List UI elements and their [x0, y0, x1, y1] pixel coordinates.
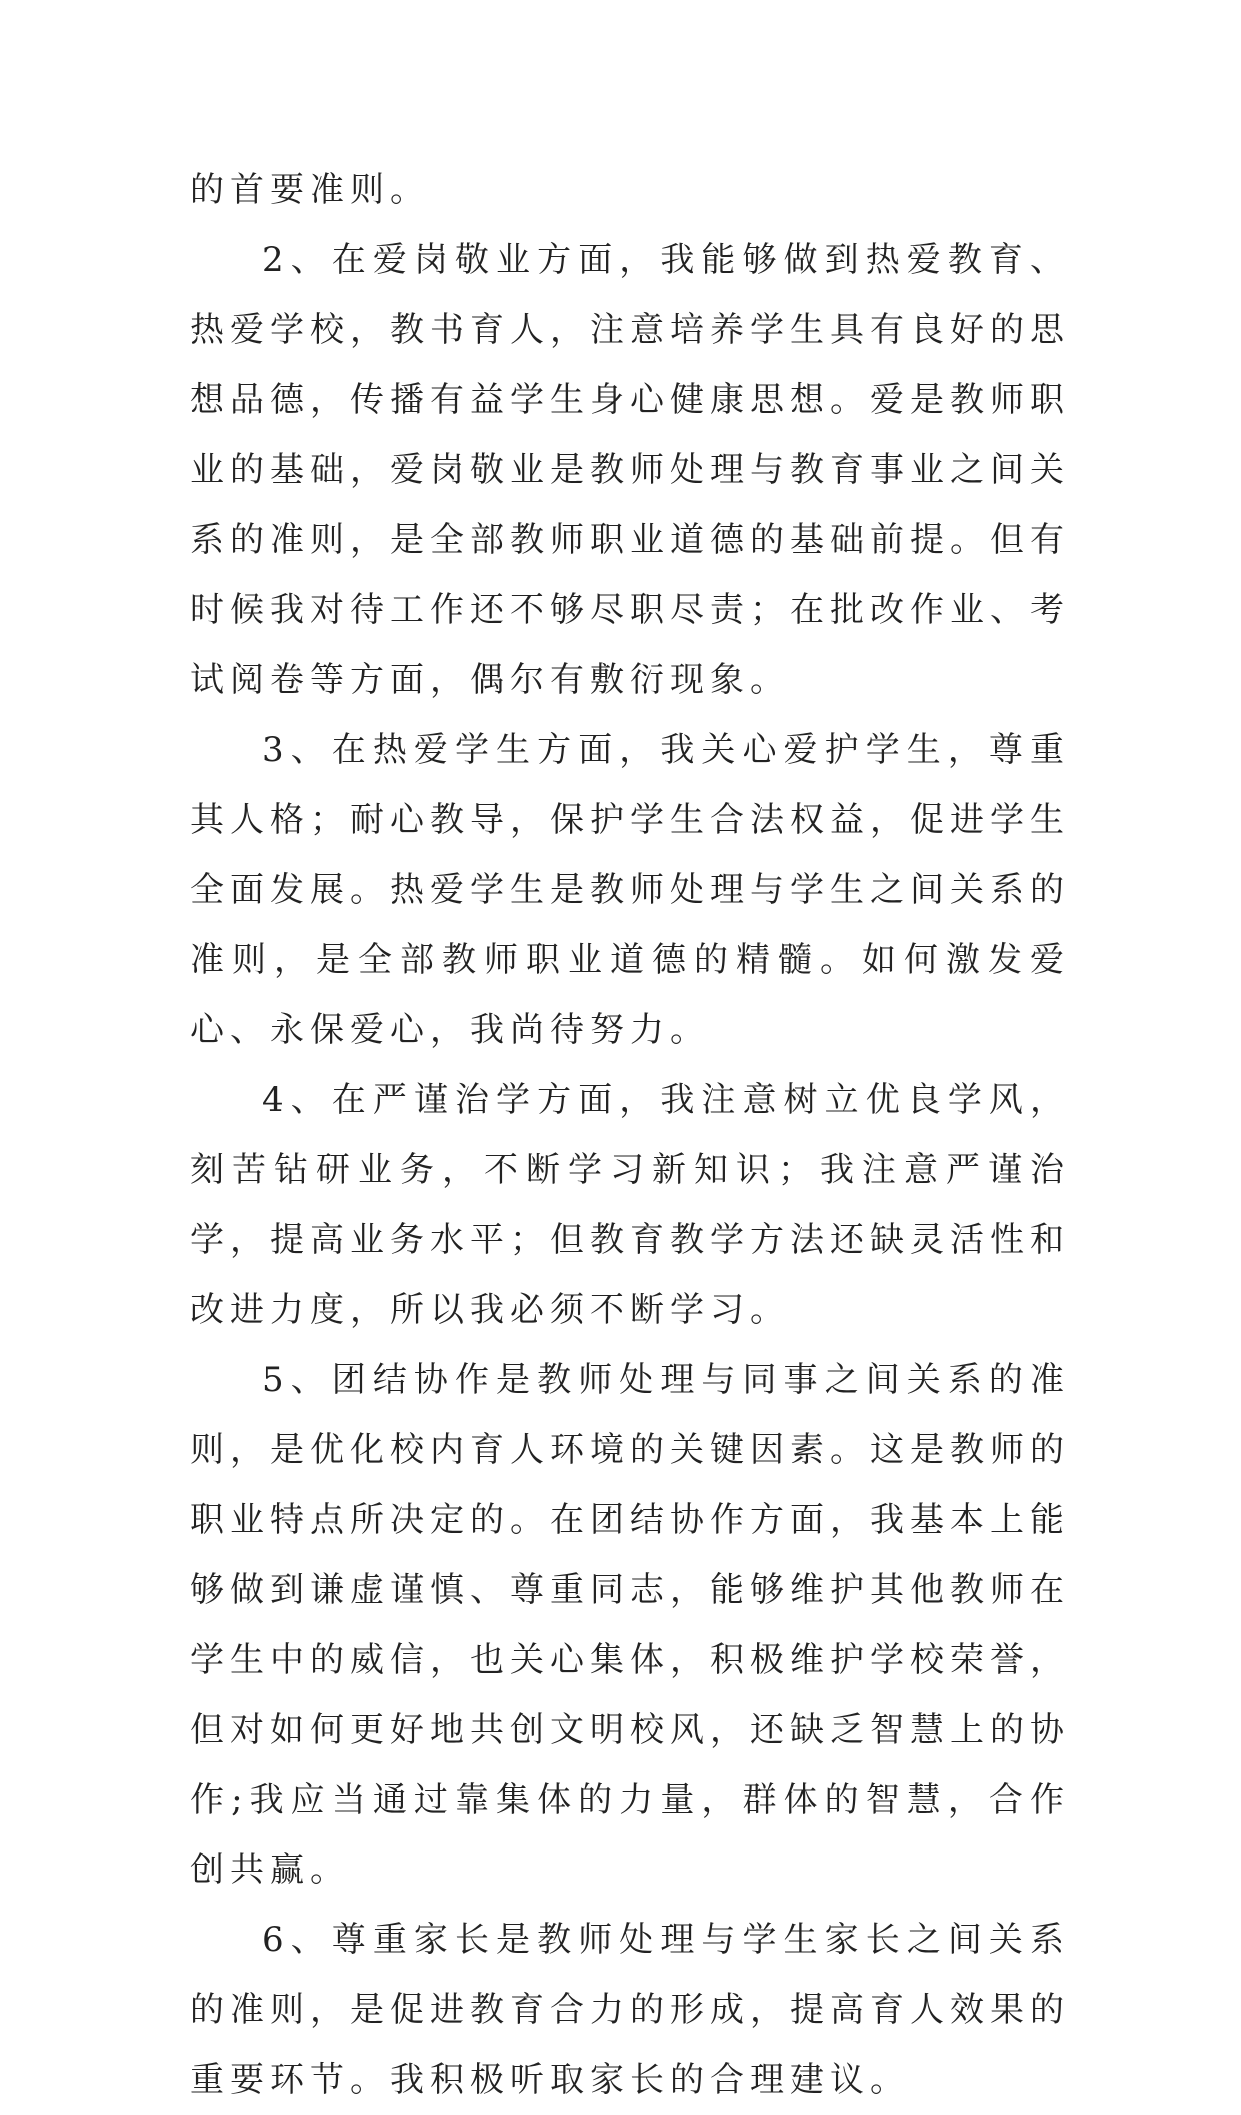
paragraph-2-dedication: 2、在爱岗敬业方面，我能够做到热爱教育、热爱学校，教书育人，注意培养学生具有良好的思想品德，传播有益学生身心健康思想。爱是教师职业的基础，爱岗敬业是教师处理与教育事业之间关系的准则，是全部教师职业道德的基础前提。但有时候我对待工作还不够尽职尽责；在批改作业、考试阅卷等方面，偶尔有敷衍现象。 [190, 240, 1070, 700]
document-body [190, 155, 1070, 2115]
paragraph-4-rigorous-study: 4、在严谨治学方面，我注意树立优良学风，刻苦钻研业务，不断学习新知识；我注意严谨治学，提高业务水平；但教育教学方法还缺灵活性和改进力度，所以我必须不断学习。 [190, 1080, 1070, 1330]
paragraph-6-respect-parents: 6、尊重家长是教师处理与学生家长之间关系的准则，是促进教育合力的形成，提高育人效果的重要环节。我积极听取家长的合理建议。 [190, 1920, 1070, 2100]
paragraph-5-teamwork: 5、团结协作是教师处理与同事之间关系的准则，是优化校内育人环境的关键因素。这是教师的职业特点所决定的。在团结协作方面，我基本上能够做到谦虚谨慎、尊重同志，能够维护其他教师在学生中的威信，也关心集体，积极维护学校荣誉，但对如何更好地共创文明校风，还缺乏智慧上的协作;我应当通过靠集体的力量，群体的智慧，合作创共赢。 [190, 1360, 1070, 1890]
paragraph-continuation: 的首要准则。 [190, 170, 430, 210]
paragraph-3-love-students: 3、在热爱学生方面，我关心爱护学生，尊重其人格；耐心教导，保护学生合法权益，促进学生全面发展。热爱学生是教师处理与学生之间关系的准则，是全部教师职业道德的精髓。如何激发爱心、永保爱心，我尚待努力。 [190, 730, 1070, 1050]
